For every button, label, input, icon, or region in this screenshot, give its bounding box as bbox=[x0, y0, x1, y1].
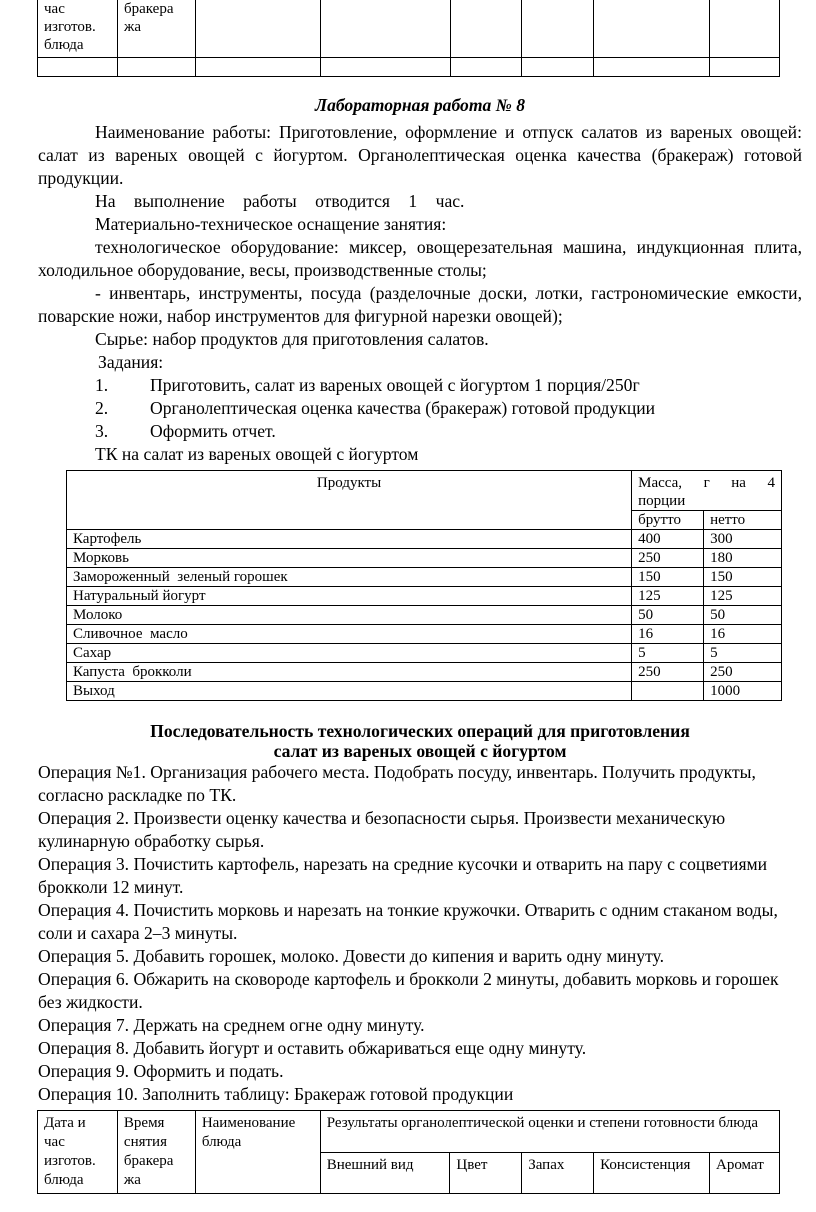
table-cell bbox=[450, 0, 522, 58]
smell-header: Запах bbox=[522, 1152, 594, 1194]
table-cell bbox=[710, 58, 780, 77]
brutto-header: брутто bbox=[632, 511, 704, 530]
dish-header: Наименование блюда bbox=[195, 1111, 320, 1194]
table-cell: Замороженный зеленый горошек bbox=[67, 568, 632, 587]
table-cell: час изготов. блюда bbox=[38, 0, 118, 58]
operation-item: Операция 7. Держать на среднем огне одну минуту. bbox=[38, 1015, 425, 1035]
table-cell: Сахар bbox=[67, 644, 632, 663]
list-text: Оформить отчет. bbox=[150, 421, 276, 441]
table-cell: 1000 bbox=[704, 682, 782, 701]
table-row bbox=[67, 682, 782, 701]
appearance-header: Внешний вид bbox=[320, 1152, 450, 1194]
table-cell bbox=[522, 58, 594, 77]
brakerazh-table bbox=[37, 1110, 780, 1194]
operation-item: Операция 5. Добавить горошек, молоко. Довести до кипения и варить одну минуту. bbox=[38, 946, 664, 966]
tk-title: ТК на салат из вареных овощей с йогуртом bbox=[95, 444, 419, 464]
table-cell bbox=[117, 58, 195, 77]
products-header: Продукты bbox=[67, 471, 632, 530]
tasks-heading: Задания: bbox=[98, 352, 164, 372]
table-cell: 125 bbox=[632, 587, 704, 606]
list-text: Приготовить, салат из вареных овощей с йогуртом 1 порция/250г bbox=[150, 375, 640, 395]
time-header: Время снятия бракера жа bbox=[117, 1111, 195, 1194]
table-cell: 5 bbox=[704, 644, 782, 663]
results-header: Результаты органолептической оценки и степени готовности блюда bbox=[320, 1111, 779, 1153]
previous-brakerazh-table bbox=[37, 0, 780, 77]
aroma-header: Аромат bbox=[709, 1152, 779, 1194]
table-cell: 150 bbox=[632, 568, 704, 587]
table-cell: 250 bbox=[704, 663, 782, 682]
table-cell: Натуральный йогурт bbox=[67, 587, 632, 606]
table-cell: 16 bbox=[704, 625, 782, 644]
consistency-header: Консистенция bbox=[594, 1152, 710, 1194]
table-cell: 125 bbox=[704, 587, 782, 606]
table-cell bbox=[195, 58, 320, 77]
table-row bbox=[67, 587, 782, 606]
table-cell bbox=[320, 0, 450, 58]
work-name-paragraph: Наименование работы: Приготовление, оформление и отпуск салатов из вареных овощей: салат из вареных овощей с йогуртом. Органолептическая оценка качества (бракераж) готовой продукции. bbox=[38, 122, 802, 188]
table-cell: Выход bbox=[67, 682, 632, 701]
table-cell: 150 bbox=[704, 568, 782, 587]
mass-header: Масса, г на 4 порции bbox=[632, 471, 782, 511]
operations-section bbox=[38, 721, 802, 1106]
tools-paragraph: - инвентарь, инструменты, посуда (разделочные доски, лотки, гастрономические емкости, поварские ножи, набор инструментов для фигурной нарезки овощей); bbox=[38, 283, 802, 326]
table-cell: 5 bbox=[632, 644, 704, 663]
heading-line: Последовательность технологических операций для приготовления bbox=[150, 721, 690, 741]
operation-item: Операция 4. Почистить морковь и нарезать на тонкие кружочки. Отварить с одним стаканом воды, соли и сахара 2–3 минуты. bbox=[38, 900, 778, 943]
table-row bbox=[67, 530, 782, 549]
table-cell: 16 bbox=[632, 625, 704, 644]
table-cell: Морковь bbox=[67, 549, 632, 568]
table-cell: Молоко bbox=[67, 606, 632, 625]
list-number: 3. bbox=[95, 421, 109, 441]
operation-item: Операция 6. Обжарить на сковороде картофель и брокколи 2 минуты, добавить морковь и горошек без жидкости. bbox=[38, 969, 779, 1012]
table-cell bbox=[632, 682, 704, 701]
date-header: Дата и час изготов. блюда bbox=[38, 1111, 118, 1194]
time-paragraph: На выполнение работы отводится 1 час. bbox=[95, 191, 465, 211]
operation-item: Операция 9. Оформить и подать. bbox=[38, 1061, 284, 1081]
lab-work-section bbox=[38, 94, 802, 466]
table-cell: 50 bbox=[632, 606, 704, 625]
list-text: Органолептическая оценка качества (бракераж) готовой продукции bbox=[150, 398, 656, 418]
operation-item: Операция №1. Организация рабочего места. Подобрать посуду, инвентарь. Получить продукты, согласно раскладке по ТК. bbox=[38, 762, 756, 805]
list-item bbox=[38, 374, 802, 397]
netto-header: нетто bbox=[704, 511, 782, 530]
table-cell bbox=[522, 0, 594, 58]
tasks-list bbox=[38, 374, 802, 443]
table-cell bbox=[594, 58, 710, 77]
table-cell: 180 bbox=[704, 549, 782, 568]
table-cell bbox=[38, 58, 118, 77]
operation-item: Операция 3. Почистить картофель, нарезать на средние кусочки и отварить на пару с соцветиями брокколи 12 минут. bbox=[38, 854, 768, 897]
table-cell: Капуста брокколи bbox=[67, 663, 632, 682]
table-cell: 50 bbox=[704, 606, 782, 625]
table-cell: бракера жа bbox=[117, 0, 195, 58]
list-item bbox=[38, 420, 802, 443]
table-cell: Сливочное масло bbox=[67, 625, 632, 644]
table-cell bbox=[195, 0, 320, 58]
table-cell: 250 bbox=[632, 549, 704, 568]
list-number: 1. bbox=[95, 375, 109, 395]
table-row bbox=[67, 549, 782, 568]
table-row bbox=[67, 663, 782, 682]
operation-item: Операция 10. Заполнить таблицу: Бракераж готовой продукции bbox=[38, 1084, 514, 1104]
operation-item: Операция 2. Произвести оценку качества и безопасности сырья. Произвести механическую кулинарную обработку сырья. bbox=[38, 808, 726, 851]
lab-title: Лабораторная работа № 8 bbox=[315, 95, 525, 115]
color-header: Цвет bbox=[450, 1152, 522, 1194]
table-cell bbox=[320, 58, 450, 77]
heading-line: салат из вареных овощей с йогуртом bbox=[273, 741, 567, 761]
operation-item: Операция 8. Добавить йогурт и оставить обжариваться еще одну минуту. bbox=[38, 1038, 587, 1058]
table-cell: 250 bbox=[632, 663, 704, 682]
list-number: 2. bbox=[95, 398, 109, 418]
table-row bbox=[67, 568, 782, 587]
operations-list bbox=[38, 761, 802, 1106]
table-cell: Картофель bbox=[67, 530, 632, 549]
operations-heading bbox=[38, 721, 802, 761]
table-row bbox=[67, 606, 782, 625]
raw-materials-paragraph: Сырье: набор продуктов для приготовления салатов. bbox=[95, 329, 489, 349]
list-item bbox=[38, 397, 802, 420]
table-row bbox=[67, 625, 782, 644]
equipment-heading: Материально-техническое оснащение занятия: bbox=[95, 214, 447, 234]
table-cell: 300 bbox=[704, 530, 782, 549]
table-cell bbox=[594, 0, 710, 58]
table-cell: 400 bbox=[632, 530, 704, 549]
equipment-paragraph: технологическое оборудование: миксер, овощерезательная машина, индукционная плита, холодильное оборудование, весы, производственные столы; bbox=[38, 237, 802, 280]
table-row bbox=[67, 644, 782, 663]
table-cell bbox=[450, 58, 522, 77]
recipe-table bbox=[66, 470, 782, 701]
table-cell bbox=[710, 0, 780, 58]
